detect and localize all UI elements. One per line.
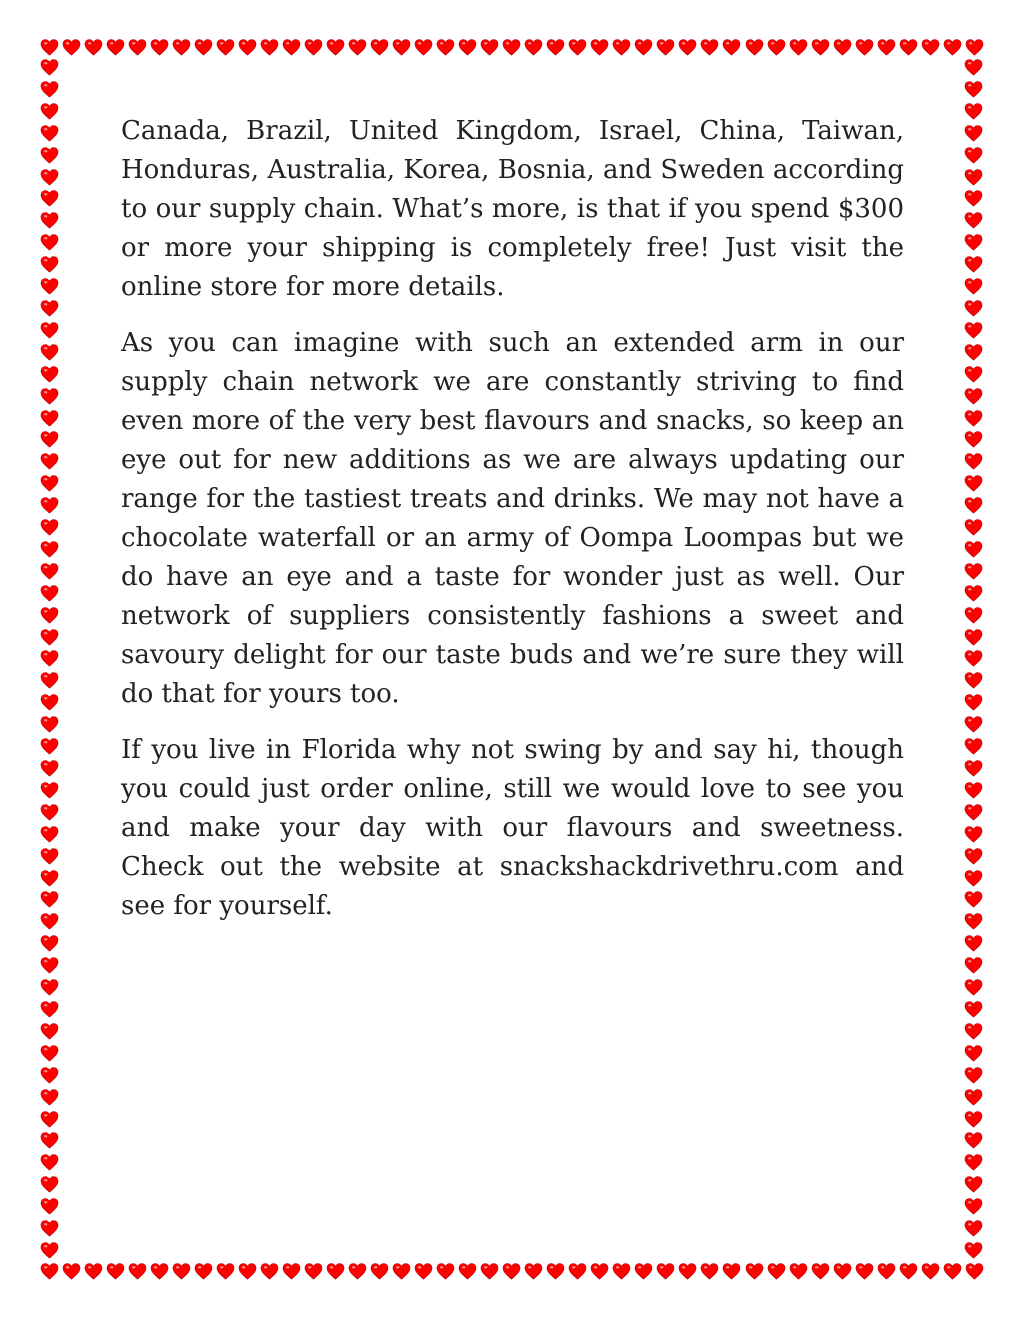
heart-icon xyxy=(964,825,983,844)
page-body-text xyxy=(121,112,904,943)
paragraph-florida-visit: If you live in Florida why not swing by and say hi, though you could just order online, still we would love to see you and make your day with our flavours and sweetness. Check out the website at snackshackdrivethru.com and see for yourself. xyxy=(121,735,904,921)
heart-icon xyxy=(40,168,59,187)
heart-icon xyxy=(789,1262,808,1281)
heart-icon xyxy=(40,912,59,931)
heart-icon xyxy=(194,1262,213,1281)
heart-icon xyxy=(414,38,433,57)
heart-icon xyxy=(62,1262,81,1281)
heart-icon xyxy=(370,1262,389,1281)
heart-icon xyxy=(964,803,983,822)
paragraph-supply-chain: As you can imagine with such an extended arm in our supply chain network we are constantly striving to find even more of the very best flavours and snacks, so keep an eye out for new additions as we are always updating our range for the tastiest treats and drinks. We may not have a chocolate waterfall or an army of Oompa Loompas but we do have an eye and a taste for wonder just as well. Our network of suppliers consistently fashions a sweet and savoury delight for our taste buds and we’re sure they will do that for yours too. xyxy=(121,328,904,709)
heart-icon xyxy=(326,38,345,57)
heart-icon xyxy=(899,38,918,57)
heart-icon xyxy=(964,452,983,471)
heart-icon xyxy=(964,540,983,559)
heart-icon xyxy=(964,1088,983,1107)
heart-icon xyxy=(480,38,499,57)
heart-icon xyxy=(811,38,830,57)
heart-icon xyxy=(260,1262,279,1281)
heart-border-top xyxy=(40,38,984,57)
heart-icon xyxy=(612,38,631,57)
heart-icon xyxy=(943,38,962,57)
heart-icon xyxy=(348,38,367,57)
heart-icon xyxy=(634,38,653,57)
heart-icon xyxy=(348,1262,367,1281)
heart-icon xyxy=(568,1262,587,1281)
heart-icon xyxy=(964,715,983,734)
heart-icon xyxy=(62,38,81,57)
heart-icon xyxy=(436,1262,455,1281)
heart-icon xyxy=(40,496,59,515)
heart-icon xyxy=(414,1262,433,1281)
heart-icon xyxy=(260,38,279,57)
heart-icon xyxy=(40,781,59,800)
heart-icon xyxy=(480,1262,499,1281)
heart-icon xyxy=(767,1262,786,1281)
heart-icon xyxy=(40,649,59,668)
heart-icon xyxy=(700,1262,719,1281)
heart-icon xyxy=(964,628,983,647)
heart-icon xyxy=(40,387,59,406)
heart-icon xyxy=(612,1262,631,1281)
heart-icon xyxy=(40,146,59,165)
heart-icon xyxy=(964,1131,983,1150)
heart-icon xyxy=(326,1262,345,1281)
heart-icon xyxy=(40,211,59,230)
heart-icon xyxy=(40,715,59,734)
heart-icon xyxy=(40,869,59,888)
heart-icon xyxy=(964,102,983,121)
heart-icon xyxy=(40,1088,59,1107)
heart-icon xyxy=(392,1262,411,1281)
heart-icon xyxy=(964,343,983,362)
heart-icon xyxy=(678,38,697,57)
heart-icon xyxy=(964,124,983,143)
heart-icon xyxy=(921,38,940,57)
heart-icon xyxy=(634,1262,653,1281)
heart-icon xyxy=(40,759,59,778)
heart-icon xyxy=(964,233,983,252)
heart-icon xyxy=(40,124,59,143)
heart-icon xyxy=(392,38,411,57)
heart-border-left xyxy=(40,58,59,1260)
heart-icon xyxy=(40,1110,59,1129)
heart-border-right xyxy=(964,58,983,1260)
heart-icon xyxy=(899,1262,918,1281)
heart-icon xyxy=(40,321,59,340)
heart-icon xyxy=(436,38,455,57)
heart-icon xyxy=(964,649,983,668)
heart-icon xyxy=(964,1219,983,1238)
heart-icon xyxy=(194,38,213,57)
heart-icon xyxy=(964,737,983,756)
heart-icon xyxy=(84,38,103,57)
heart-icon xyxy=(833,1262,852,1281)
paragraph-countries-shipping: Canada, Brazil, United Kingdom, Israel, China, Taiwan, Honduras, Australia, Korea, Bosnia, and Sweden according to our supply chain. What’s more, is that if you spend $300 or more your shipping is completely free! Just visit the online store for more details. xyxy=(121,116,904,302)
heart-border-bottom xyxy=(40,1262,984,1281)
heart-icon xyxy=(678,1262,697,1281)
heart-icon xyxy=(964,934,983,953)
heart-icon xyxy=(964,890,983,909)
heart-icon xyxy=(877,38,896,57)
heart-icon xyxy=(964,299,983,318)
heart-icon xyxy=(304,1262,323,1281)
heart-icon xyxy=(964,869,983,888)
heart-icon xyxy=(943,1262,962,1281)
heart-icon xyxy=(964,146,983,165)
heart-icon xyxy=(216,38,235,57)
heart-icon xyxy=(40,606,59,625)
heart-icon xyxy=(84,1262,103,1281)
heart-icon xyxy=(745,1262,764,1281)
heart-icon xyxy=(40,847,59,866)
heart-icon xyxy=(40,1197,59,1216)
heart-icon xyxy=(40,1175,59,1194)
heart-icon xyxy=(964,956,983,975)
heart-icon xyxy=(767,38,786,57)
heart-icon xyxy=(964,847,983,866)
heart-icon xyxy=(964,321,983,340)
heart-icon xyxy=(40,803,59,822)
heart-icon xyxy=(964,387,983,406)
heart-icon xyxy=(964,1000,983,1019)
heart-icon xyxy=(40,343,59,362)
heart-icon xyxy=(964,671,983,690)
heart-icon xyxy=(40,1022,59,1041)
heart-icon xyxy=(40,562,59,581)
heart-icon xyxy=(40,1219,59,1238)
heart-icon xyxy=(964,58,983,77)
heart-icon xyxy=(458,1262,477,1281)
heart-icon xyxy=(546,1262,565,1281)
heart-icon xyxy=(128,1262,147,1281)
heart-icon xyxy=(458,38,477,57)
heart-icon xyxy=(964,1175,983,1194)
heart-icon xyxy=(964,1044,983,1063)
heart-icon xyxy=(40,102,59,121)
heart-icon xyxy=(40,934,59,953)
heart-icon xyxy=(40,628,59,647)
heart-icon xyxy=(855,1262,874,1281)
heart-icon xyxy=(568,38,587,57)
heart-icon xyxy=(964,1066,983,1085)
heart-icon xyxy=(964,189,983,208)
heart-icon xyxy=(964,584,983,603)
heart-icon xyxy=(789,38,808,57)
heart-icon xyxy=(722,38,741,57)
heart-icon xyxy=(40,890,59,909)
heart-icon xyxy=(965,38,984,57)
heart-icon xyxy=(150,38,169,57)
heart-icon xyxy=(172,38,191,57)
heart-icon xyxy=(964,496,983,515)
heart-icon xyxy=(855,38,874,57)
heart-icon xyxy=(590,1262,609,1281)
heart-icon xyxy=(964,1197,983,1216)
heart-icon xyxy=(40,1262,59,1281)
heart-icon xyxy=(964,1241,983,1260)
heart-icon xyxy=(811,1262,830,1281)
heart-icon xyxy=(964,1153,983,1172)
heart-icon xyxy=(40,430,59,449)
heart-icon xyxy=(40,277,59,296)
heart-icon xyxy=(964,518,983,537)
heart-icon xyxy=(502,1262,521,1281)
heart-icon xyxy=(964,80,983,99)
heart-icon xyxy=(40,58,59,77)
heart-icon xyxy=(40,1241,59,1260)
heart-icon xyxy=(964,562,983,581)
heart-icon xyxy=(128,38,147,57)
heart-icon xyxy=(40,978,59,997)
heart-icon xyxy=(40,1066,59,1085)
heart-icon xyxy=(282,1262,301,1281)
heart-icon xyxy=(656,38,675,57)
heart-icon xyxy=(964,1022,983,1041)
heart-icon xyxy=(282,38,301,57)
heart-icon xyxy=(524,38,543,57)
heart-icon xyxy=(964,693,983,712)
heart-icon xyxy=(964,606,983,625)
heart-icon xyxy=(370,38,389,57)
heart-icon xyxy=(656,1262,675,1281)
heart-icon xyxy=(964,781,983,800)
heart-icon xyxy=(106,38,125,57)
heart-icon xyxy=(40,189,59,208)
heart-icon xyxy=(964,430,983,449)
heart-icon xyxy=(964,211,983,230)
heart-icon xyxy=(964,1110,983,1129)
heart-icon xyxy=(40,1000,59,1019)
heart-icon xyxy=(40,540,59,559)
heart-icon xyxy=(833,38,852,57)
heart-icon xyxy=(40,1153,59,1172)
heart-icon xyxy=(40,956,59,975)
heart-icon xyxy=(700,38,719,57)
heart-icon xyxy=(40,1131,59,1150)
heart-icon xyxy=(40,365,59,384)
heart-icon xyxy=(40,737,59,756)
heart-icon xyxy=(964,277,983,296)
heart-icon xyxy=(546,38,565,57)
heart-icon xyxy=(238,1262,257,1281)
heart-icon xyxy=(40,38,59,57)
heart-icon xyxy=(40,825,59,844)
heart-icon xyxy=(745,38,764,57)
heart-icon xyxy=(964,409,983,428)
heart-icon xyxy=(921,1262,940,1281)
heart-icon xyxy=(40,299,59,318)
heart-icon xyxy=(502,38,521,57)
heart-icon xyxy=(964,168,983,187)
heart-icon xyxy=(524,1262,543,1281)
heart-icon xyxy=(238,38,257,57)
heart-icon xyxy=(40,1044,59,1063)
heart-icon xyxy=(106,1262,125,1281)
heart-icon xyxy=(964,759,983,778)
heart-icon xyxy=(722,1262,741,1281)
heart-icon xyxy=(964,474,983,493)
heart-icon xyxy=(965,1262,984,1281)
heart-icon xyxy=(40,584,59,603)
heart-icon xyxy=(40,409,59,428)
heart-icon xyxy=(964,255,983,274)
heart-icon xyxy=(40,474,59,493)
heart-icon xyxy=(216,1262,235,1281)
heart-icon xyxy=(40,693,59,712)
heart-icon xyxy=(964,365,983,384)
heart-icon xyxy=(964,912,983,931)
heart-icon xyxy=(40,80,59,99)
heart-icon xyxy=(40,518,59,537)
heart-icon xyxy=(590,38,609,57)
heart-icon xyxy=(40,452,59,471)
heart-icon xyxy=(40,671,59,690)
heart-icon xyxy=(40,255,59,274)
heart-icon xyxy=(150,1262,169,1281)
heart-icon xyxy=(964,978,983,997)
heart-icon xyxy=(304,38,323,57)
heart-icon xyxy=(40,233,59,252)
heart-icon xyxy=(172,1262,191,1281)
heart-icon xyxy=(877,1262,896,1281)
